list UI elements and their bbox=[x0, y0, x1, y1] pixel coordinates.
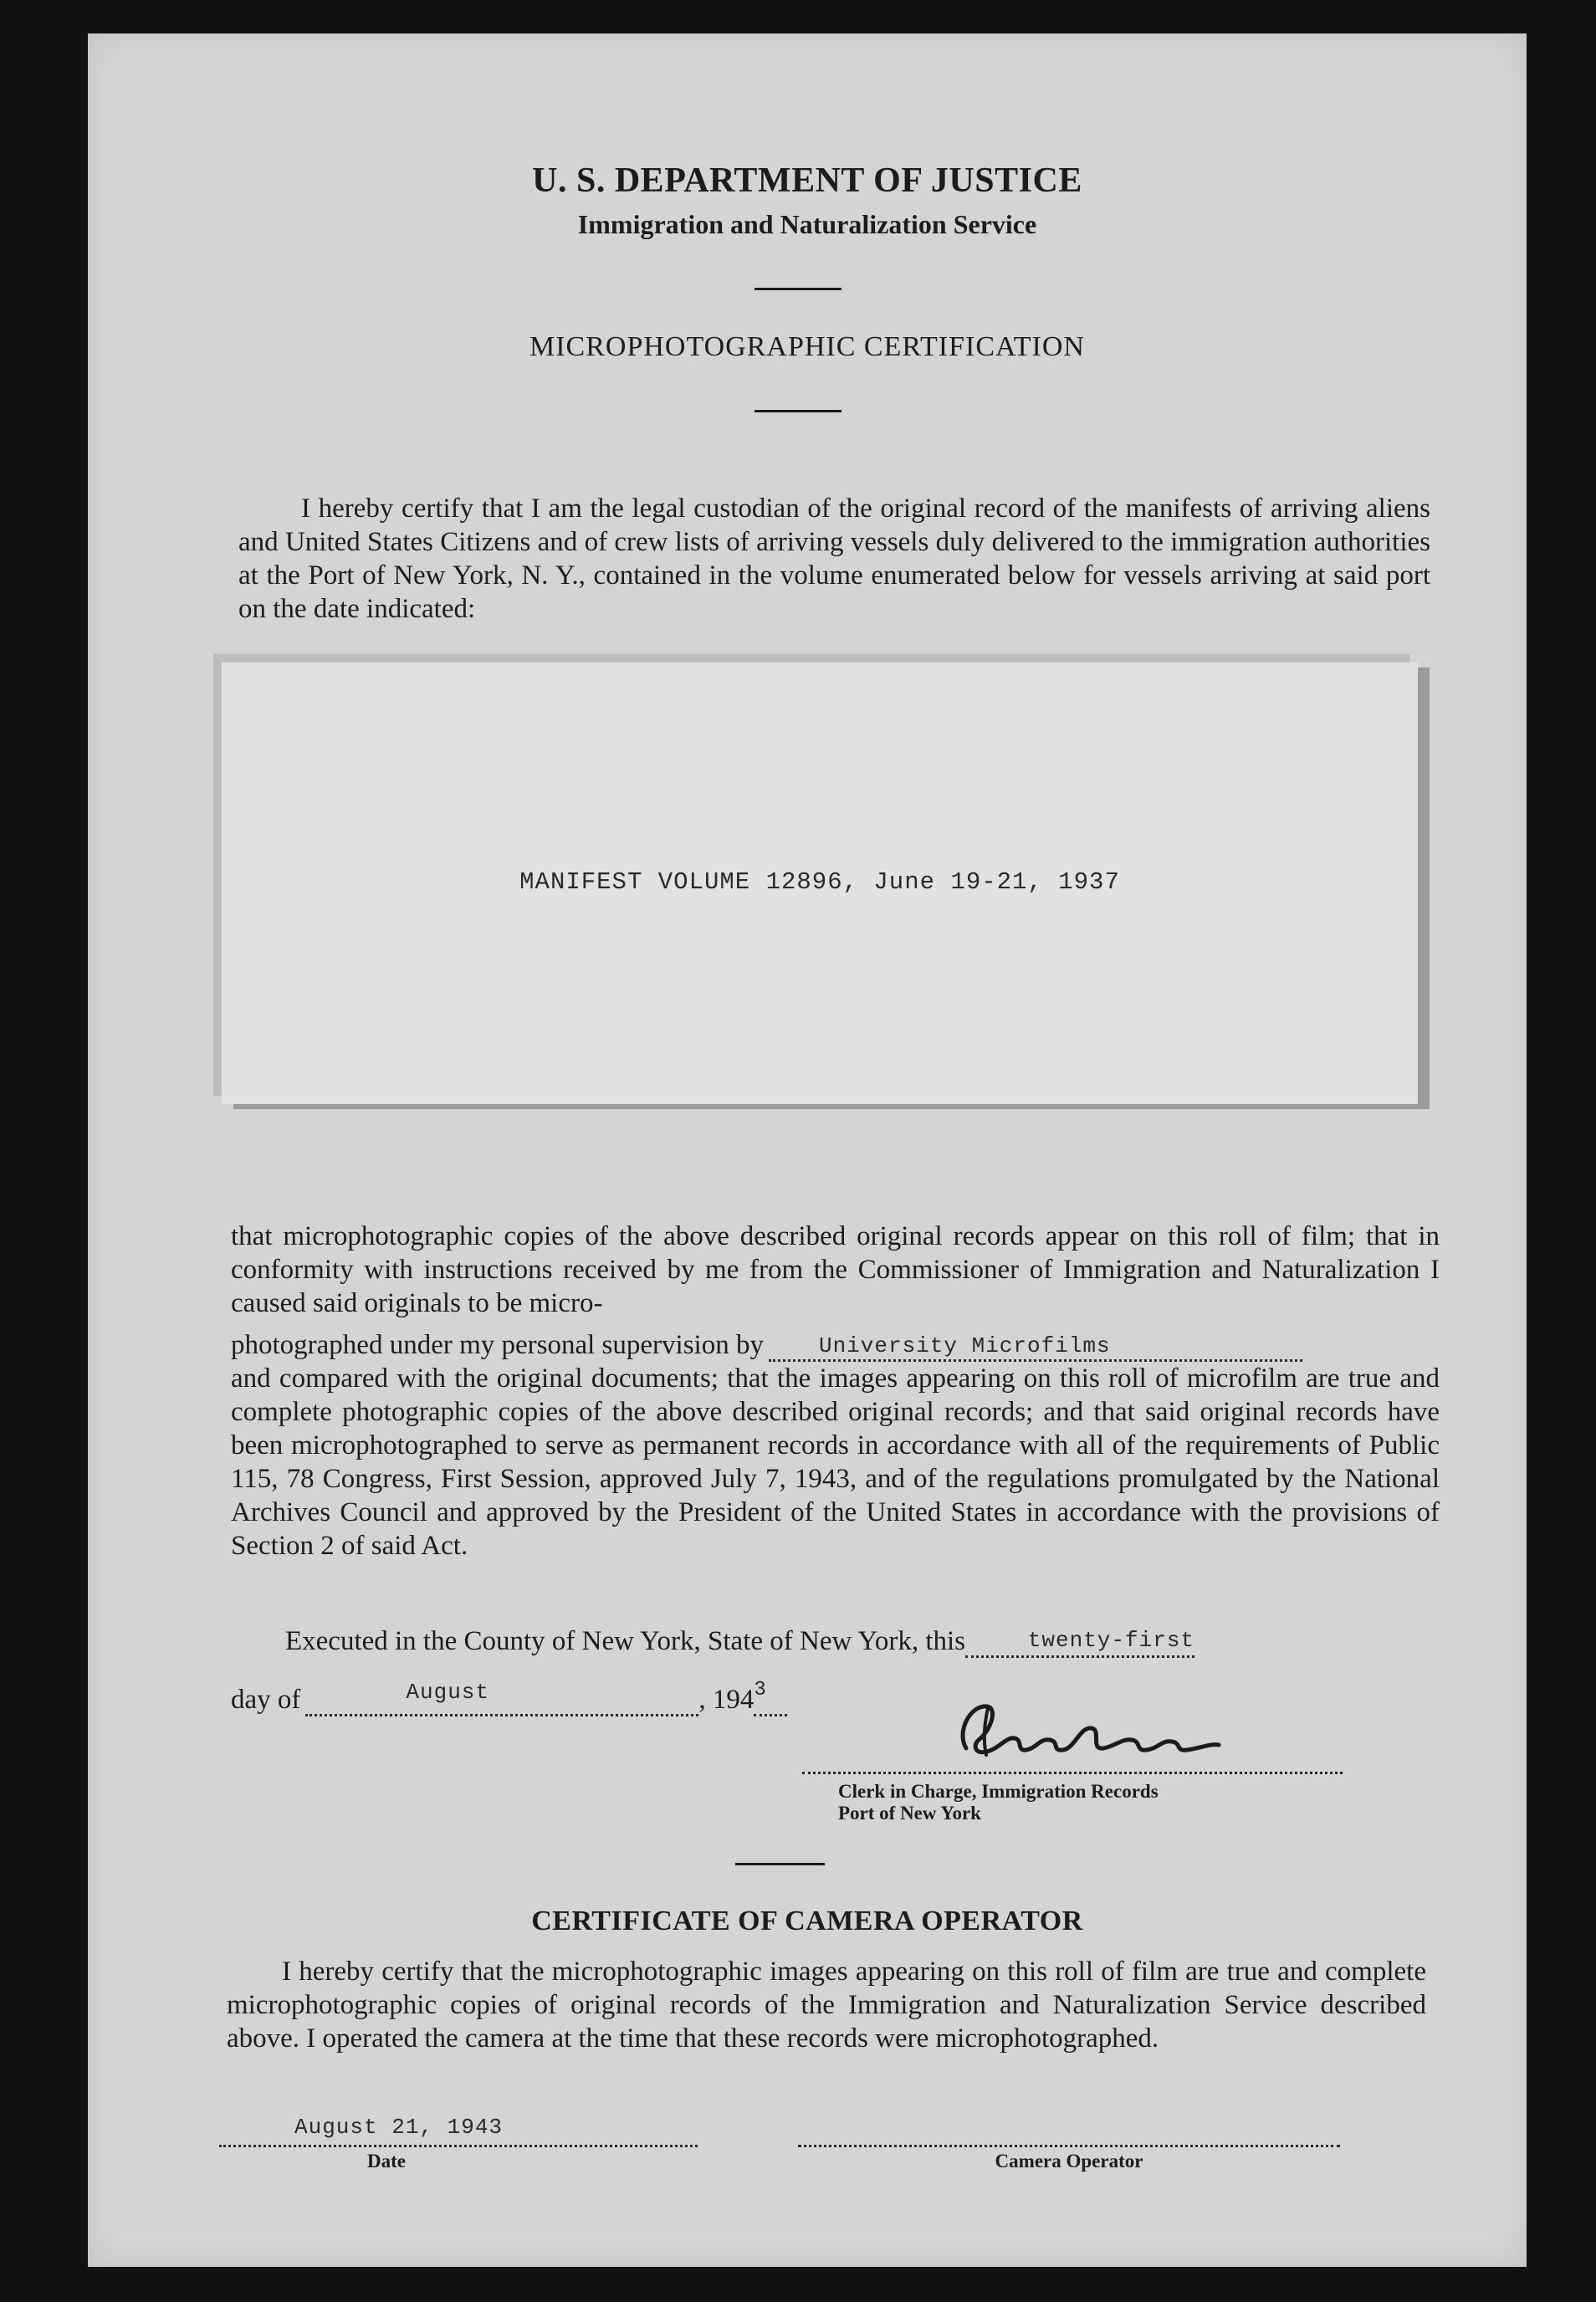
camera-certificate-text: I hereby certify that the microphotographic images appearing on this roll of film are true and complete microphotographic copies of original records of the Immigration and Naturalization Service described above. I operated the camera at the time that these records were microphotographed. bbox=[227, 1957, 1426, 2054]
record-card bbox=[222, 662, 1418, 1104]
supervisor-field bbox=[769, 1331, 1302, 1362]
clerk-signature-line bbox=[802, 1770, 1343, 1774]
clerk-signature bbox=[949, 1690, 1225, 1769]
execution-line bbox=[285, 1624, 1440, 1658]
intro-paragraph: I hereby certify that I am the legal custodian of the original record of the manifests of arriving aliens and United States Citizens and of crew lists of arriving vessels duly delivered to the immigration authorities at the Port of New York, N. Y., contained in the volume enumerated below for vessels arriving at said port on the date indicated: bbox=[238, 494, 1430, 624]
year-prefix: , 194 bbox=[698, 1685, 755, 1715]
service-subheading: Immigration and Naturalization Service bbox=[577, 209, 1037, 239]
year-value: 3 bbox=[754, 1679, 767, 1701]
camera-certificate-title: CERTIFICATE OF CAMERA OPERATOR bbox=[531, 1906, 1083, 1936]
certificate-page bbox=[88, 33, 1527, 2267]
manifest-volume-text: MANIFEST VOLUME 12896, June 19-21, 1937 bbox=[519, 868, 1120, 896]
day-field bbox=[965, 1627, 1194, 1658]
divider bbox=[755, 288, 841, 290]
body-paragraph-start: that microphotographic copies of the above described original records appear on this roll of film; that in conformity with instructions received by me from the Commissioner of Immigration and Naturalization I caused said originals to be micro- bbox=[231, 1221, 1440, 1318]
year-field bbox=[754, 1679, 787, 1716]
supervision-line bbox=[231, 1328, 1440, 1362]
execution-prefix: Executed in the County of New York, State of New York, this bbox=[285, 1626, 966, 1656]
camera-operator-label: Camera Operator bbox=[995, 2151, 1143, 2172]
month-field bbox=[305, 1680, 698, 1716]
camera-operator-signature-line bbox=[798, 2143, 1340, 2147]
day-of-label: day of bbox=[231, 1685, 301, 1715]
divider bbox=[755, 410, 841, 412]
date-label: Date bbox=[367, 2151, 406, 2172]
day-value: twenty-first bbox=[1027, 1628, 1195, 1653]
divider bbox=[735, 1863, 825, 1865]
date-signature-line bbox=[219, 2143, 698, 2147]
section-title: MICROPHOTOGRAPHIC CERTIFICATION bbox=[529, 331, 1085, 362]
supervision-prefix: photographed under my personal supervision by bbox=[231, 1330, 764, 1360]
date-line bbox=[231, 1679, 984, 1716]
agency-heading: U. S. DEPARTMENT OF JUSTICE bbox=[532, 161, 1082, 200]
date-value: August 21, 1943 bbox=[294, 2115, 504, 2140]
signer-location: Port of New York bbox=[838, 1803, 981, 1824]
month-value: August bbox=[406, 1680, 490, 1705]
body-paragraph-end: and compared with the original documents; that the images appearing on this roll of microfilm are true and complete photographic copies of the above described original records; and that said original records have been microphotographed to serve as permanent records in accordance with all of the requirements of Public 115, 78 Congress, First Session, approved July 7, 1943, and of the regulations promulgated by the National Archives Council and approved by the President of the United States in accordance with the provisions of Section 2 of said Act. bbox=[231, 1363, 1440, 1561]
supervisor-value: University Microfilms bbox=[818, 1333, 1111, 1358]
signer-title: Clerk in Charge, Immigration Records bbox=[838, 1781, 1159, 1802]
